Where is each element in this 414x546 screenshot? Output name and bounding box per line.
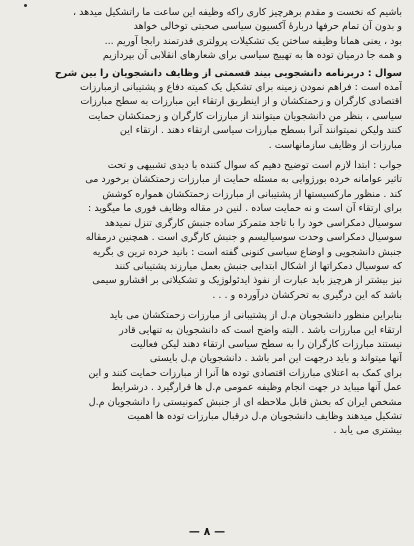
ink-mark [24, 4, 27, 7]
question-line: سوال : دربرنامه دانشجویی بیند قسمتی از وظایف دانشجویان را بین شرح [54, 67, 402, 79]
text-line: بنابراین منظور دانشجویان م.ل از پشتیبانی از مبارزات زحمتکشان می باید [109, 310, 402, 322]
text-line: ارتقاء این مبارزات باشد . البته واضح است که دانشجویان به تنهایی قادر [119, 324, 402, 336]
page-number: — ۸ — [188, 525, 226, 538]
text-line: کنند ولیکن نمیتوانند آنرا بسطح مبارزات سیاسی ارتقاء دهند . ارتقاء این [119, 125, 402, 137]
text-line: برای ارتقاء آن است و نه حمایت ساده . لنین در مقاله وظایف فوری ما میگوید : [88, 203, 402, 215]
text-line: بود ، یعنی همانا وظیفه ساختن یک تشکیلات پرولتری قدرتمند رابجا آوریم ... [104, 35, 402, 47]
text-line: آمده است : فراهم نمودن زمینه برای تشکیل یک کمیته دفاع و پشتیبانی ازمبارزات [79, 82, 402, 94]
text-line: نیستند مبارزات کارگران را به سطح سیاسی ارتقاء دهند لیکن فعالیت [130, 338, 402, 350]
text-line: سیاسی ، بنظر من دانشجویان میتوانند از مبارزات کارگران و زحمتکشان حمایت [88, 110, 402, 122]
text-line: و بدون آن تمام حرفها دربارۀ آکسیون سیاسی صحبتی توخالی خواهد [133, 21, 402, 33]
answer-line: جواب : ابتدا لازم است توضیح دهیم که سوال کننده با دیدی تشبیهی و تحت [107, 160, 402, 172]
text-line: سوسیال دمکراسی خود را با تاجد متمرکز ساده جنبش کارگری تنزل نمیدهد [104, 217, 402, 229]
text-line: باشیم که نخست و مقدم برهرچیز کاری راکه وظیفه این ساعت ما راتشکیل میدهد ، [72, 7, 402, 18]
text-line: آنها میتواند و باید درجهت این امر باشد . دانشجویان م.ل بایستی [149, 353, 402, 365]
text-line: کند . منظور مارکسیستها از پشتیبانی از مبارزات زحمتکشان همواره کوشش [102, 188, 402, 200]
text-line: بیشتری می یابد . [333, 425, 402, 437]
text-line: نیز بیشتر از هرچیز باید عبارت از نفوذ ایدئولوژیک و تشکیلاتی بر اقشارو سیمی [92, 275, 402, 287]
text-line: برای کمک به اعتلای مبارزات اقتصادی توده ها آنرا از مبارزات حمایت کنند و این [88, 367, 402, 379]
text-line: تاثیر عوامانه خرده بورژوایی به مسئله حمایت از مبارزات زحمتکشان برخورد می [85, 174, 402, 186]
text-line: مبارزات از وظایف سازمانهاست . [268, 139, 402, 151]
text-line: که سوسیال دمکراتها از اشکال ابتدایی جنبش بعمل میارزند پشتیبانی کنند [114, 260, 402, 272]
text-line: و همه جا درمیان توده ها به تهییج سیاسی برای شعارهای انقلابی آن بپردازیم [102, 50, 402, 62]
text-line: اقتصادی کارگران و زحمتکشان و از اینطریق ارتقاء این مبارزات به سطح مبارزات [80, 96, 402, 108]
text-line: جنبش دانشجویی و اوضاع سیاسی کنونی گفته است : بانید خرده ترین ی بگریه [92, 246, 402, 258]
text-line: سوسیال دمکراسی وحدت سوسیالیسم و جنبش کارگری است . همچنین درمقاله [85, 232, 402, 244]
paragraph-conclusion [10, 309, 402, 439]
paragraph-question [10, 67, 402, 153]
text-line: تشکیل میدهند وظایف دانشجویان م.ل درقبال مبارزات توده ها اهمیت [127, 410, 402, 422]
text-line: باشد که این درگیری به تحرکشان درآورده و . . . [212, 289, 402, 301]
text-line: مشخص ایران که بخش قابل ملاحظه ای از جنبش کمونیستی را دانشجویان م.ل [88, 396, 402, 408]
paragraph-intro [10, 6, 402, 64]
text-line: عمل آنها میباید در جهت انجام وظیفه عمومی م.ل ها قرارگیرد . درشرایط [111, 382, 402, 394]
paragraph-answer [10, 159, 402, 303]
